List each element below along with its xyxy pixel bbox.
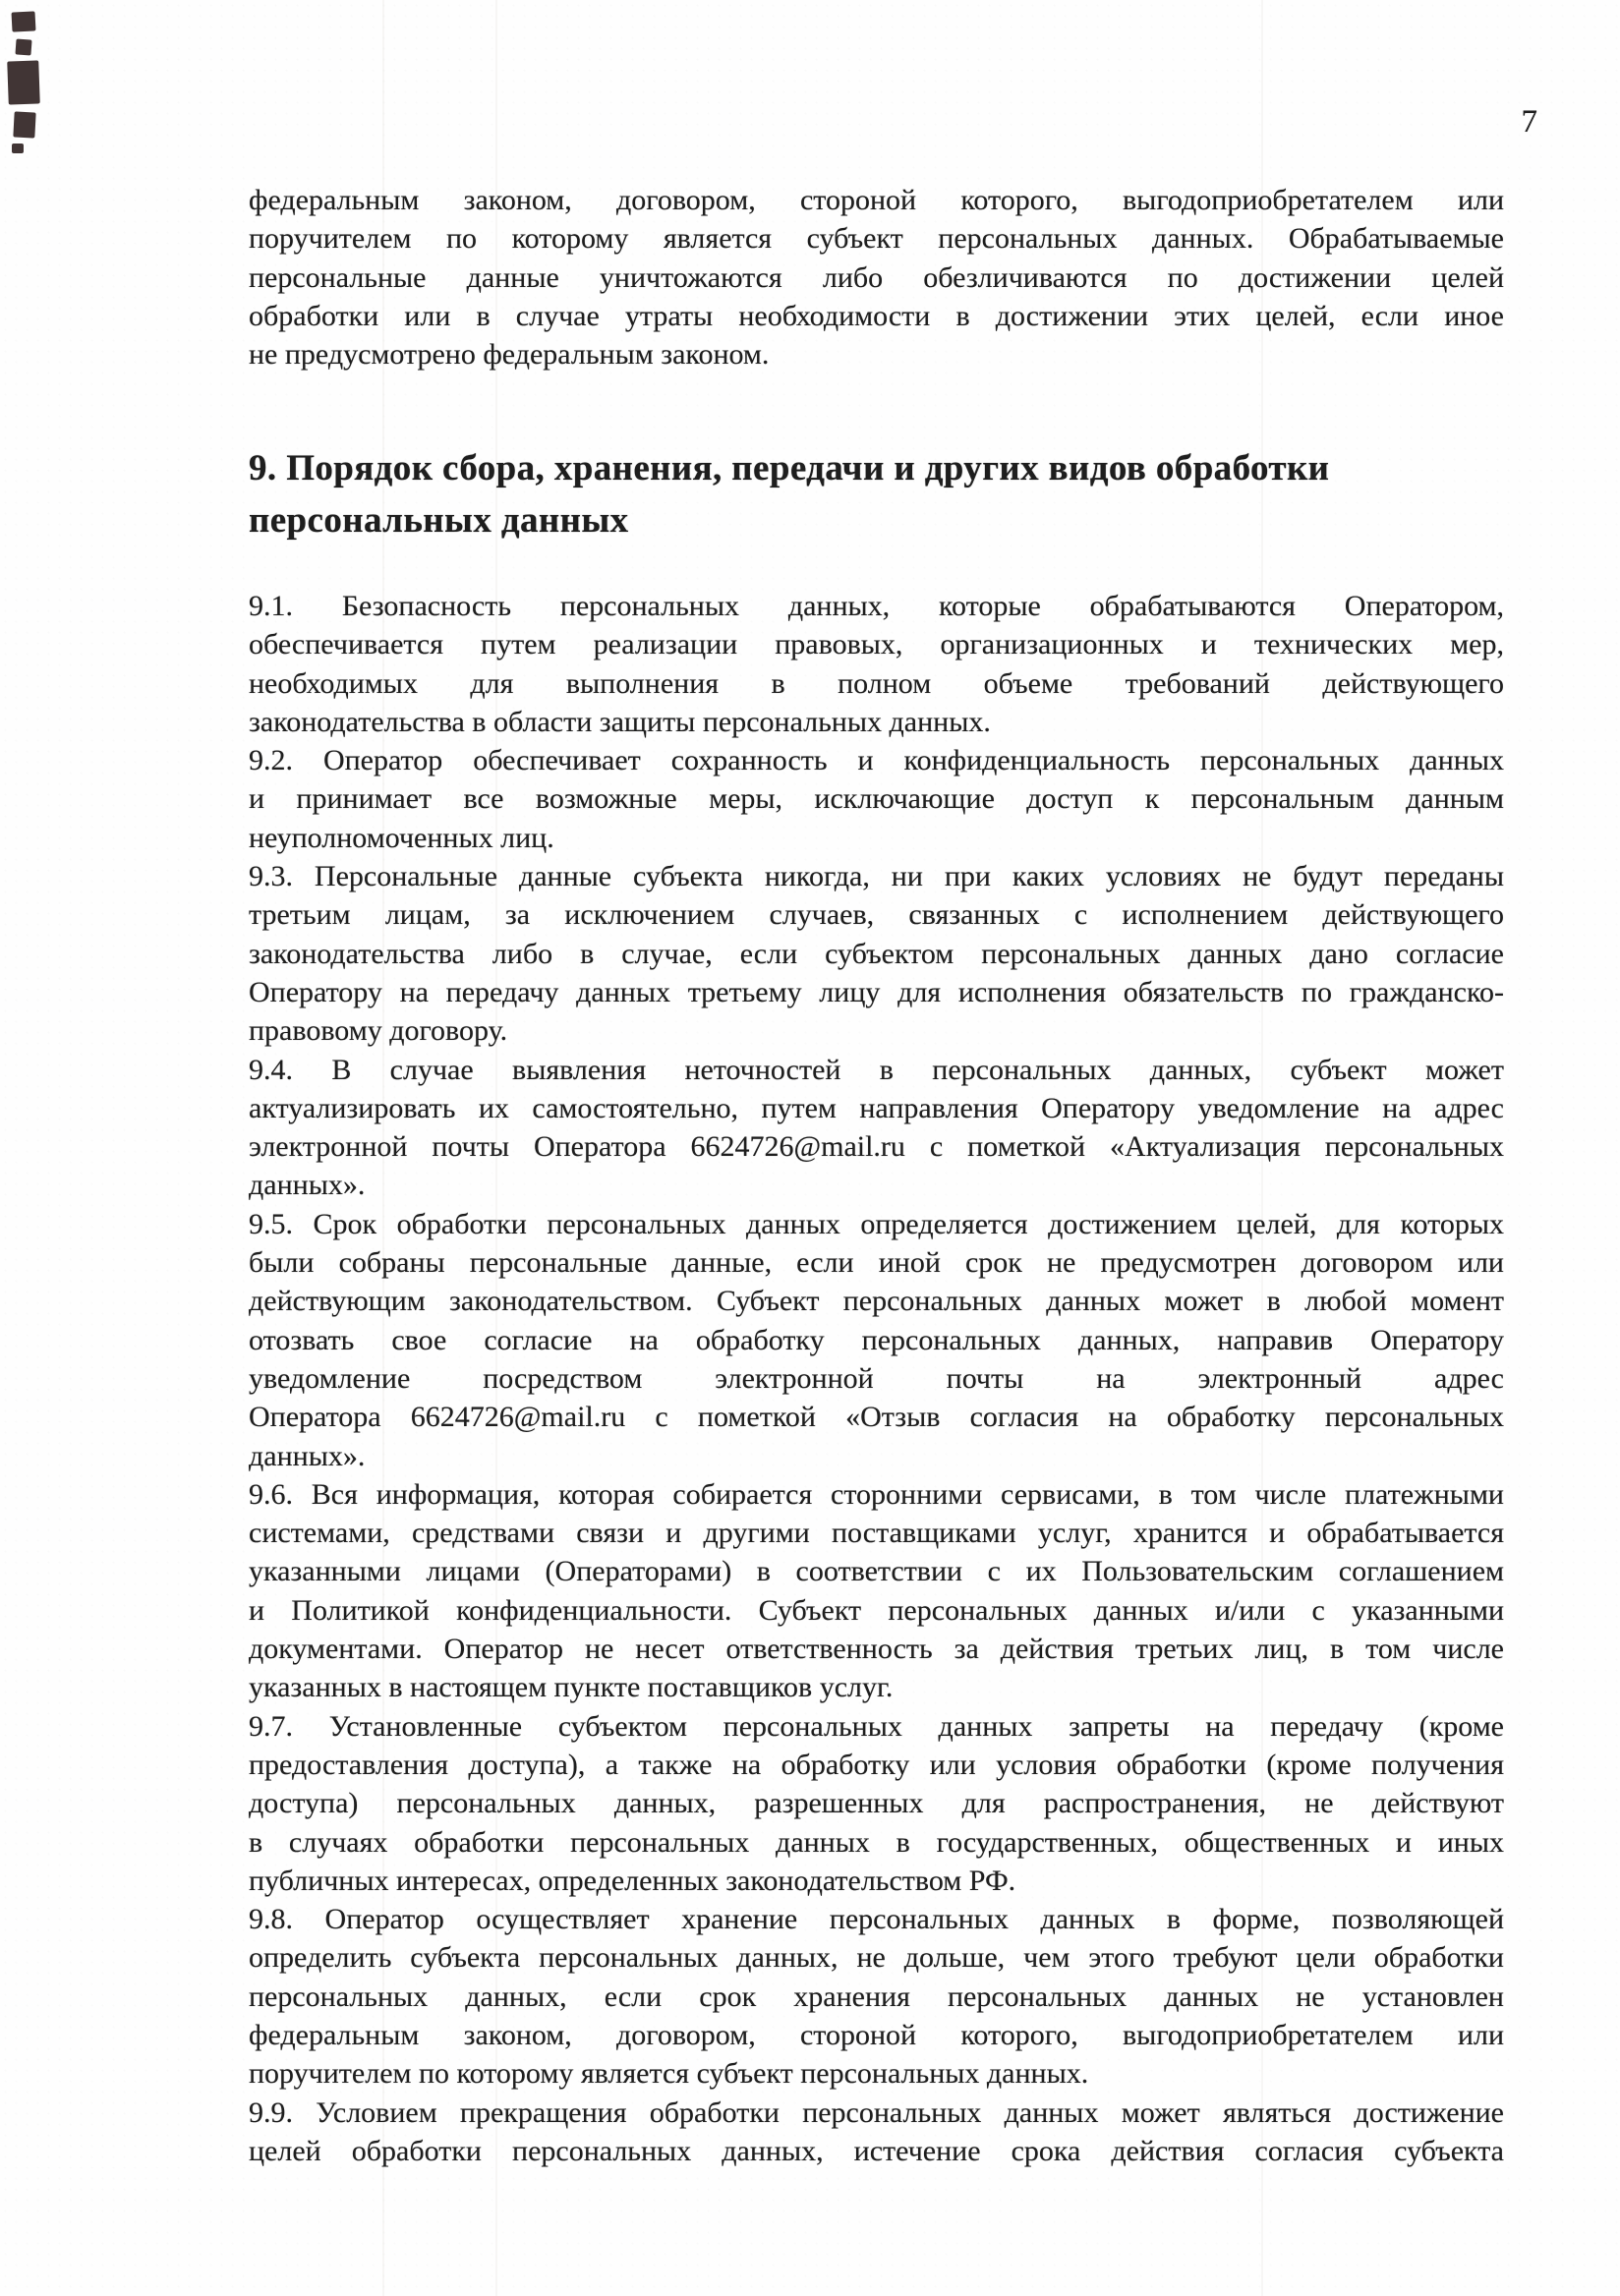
- scan-mark: [15, 38, 31, 55]
- text-line: системами, средствами связи и другими поставщиками услуг, хранится и обрабатывается: [249, 1517, 1504, 1550]
- text-line: определить субъекта персональных данных, не дольше, чем этого требуют цели обработки: [249, 1941, 1504, 1975]
- policy-sections: [249, 587, 1504, 2170]
- text-line: 9.8. Оператор осуществляет хранение персональных данных в форме, позволяющей: [249, 1903, 1504, 1936]
- text-line: федеральным законом, договором, стороной которого, выгодоприобретателем или: [249, 184, 1504, 216]
- text-line: 9.2. Оператор обеспечивает сохранность и конфиденциальность персональных данных: [249, 744, 1504, 777]
- text-line: электронной почты Оператора 6624726@mail.ru с пометкой «Актуализация персональных: [249, 1130, 1504, 1164]
- section-paragraph-9.4: [249, 1051, 1504, 1205]
- text-line: 9.1. Безопасность персональных данных, которые обрабатываются Оператором,: [249, 590, 1504, 622]
- section-paragraph-9.2: [249, 741, 1504, 857]
- text-line: обработки или в случае утраты необходимости в достижении этих целей, если иное: [249, 299, 1504, 332]
- text-line: не предусмотрено федеральным законом.: [249, 338, 770, 372]
- text-line: 9.3. Персональные данные субъекта никогда, ни при каких условиях не будут переданы: [249, 860, 1504, 893]
- section-paragraph-9.9: [249, 2094, 1504, 2171]
- section-paragraph-9.1: [249, 587, 1504, 741]
- text-line: 9.7. Установленные субъектом персональных данных запреты на передачу (кроме: [249, 1709, 1504, 1743]
- text-line: законодательства либо в случае, если субъектом персональных данных дано согласие: [249, 937, 1504, 970]
- text-line: 9. Порядок сбора, хранения, передачи и других видов обработки: [249, 448, 1330, 488]
- text-line: данных».: [249, 1169, 366, 1202]
- text-line: указанными лицами (Операторами) в соответствии с их Пользовательским соглашением: [249, 1555, 1504, 1588]
- scan-mark: [7, 60, 40, 104]
- text-line: и Политикой конфиденциальности. Субъект персональных данных и/или с указанными: [249, 1593, 1504, 1627]
- text-line: Оператору на передачу данных третьему лицу для исполнения обязательств по гражданско-: [249, 975, 1504, 1008]
- text-line: 9.5. Срок обработки персональных данных определяется достижением целей, для которых: [249, 1207, 1504, 1240]
- text-line: указанных в настоящем пункте поставщиков услуг.: [249, 1671, 894, 1704]
- text-line: данных».: [249, 1439, 366, 1472]
- scan-mark: [12, 144, 24, 153]
- text-line: были собраны персональные данные, если иной срок не предусмотрен договором или: [249, 1246, 1504, 1280]
- text-line: актуализировать их самостоятельно, путем направления Оператору уведомление на адрес: [249, 1091, 1504, 1124]
- section-paragraph-9.3: [249, 857, 1504, 1050]
- text-line: персональных данных: [249, 500, 629, 541]
- section-paragraph-9.5: [249, 1205, 1504, 1475]
- page-number: 7: [1521, 104, 1537, 140]
- text-line: 9.6. Вся информация, которая собирается сторонними сервисами, в том числе платежными: [249, 1477, 1504, 1511]
- text-line: публичных интересах, определенных законодательством РФ.: [249, 1864, 1016, 1897]
- text-line: обеспечивается путем реализации правовых, организационных и технических мер,: [249, 628, 1504, 661]
- text-line: уведомление посредством электронной почты на электронный адрес: [249, 1361, 1504, 1395]
- section-paragraph-9.6: [249, 1475, 1504, 1707]
- section-paragraph-9.8: [249, 1900, 1504, 2093]
- text-line: правовому договору.: [249, 1014, 508, 1048]
- text-line: Оператора 6624726@mail.ru с пометкой «Отзыв согласия на обработку персональных: [249, 1401, 1504, 1434]
- text-line: поручителем по которому является субъект персональных данных.: [249, 2057, 1089, 2091]
- text-line: поручителем по которому является субъект персональных данных. Обрабатываемые: [249, 222, 1504, 256]
- text-line: персональных данных, если срок хранения персональных данных не установлен: [249, 1980, 1504, 2013]
- text-line: доступа) персональных данных, разрешенных для распространения, не действуют: [249, 1787, 1504, 1820]
- text-line: документами. Оператор не несет ответственность за действия третьих лиц, в том числе: [249, 1633, 1504, 1666]
- section-paragraph-9.7: [249, 1707, 1504, 1900]
- text-line: необходимых для выполнения в полном объеме требований действующего: [249, 666, 1504, 700]
- text-line: законодательства в области защиты персональных данных.: [249, 705, 991, 738]
- text-line: неуполномоченных лиц.: [249, 821, 554, 854]
- text-line: действующим законодательством. Субъект персональных данных может в любой момент: [249, 1285, 1504, 1318]
- text-line: в случаях обработки персональных данных в государственных, общественных и иных: [249, 1825, 1504, 1859]
- text-line: предоставления доступа), а также на обработку или условия обработки (кроме получения: [249, 1748, 1504, 1781]
- text-line: персональные данные уничтожаются либо обезличиваются по достижении целей: [249, 260, 1504, 294]
- intro-paragraph: [249, 181, 1504, 373]
- scan-artifact-marks: [0, 0, 59, 197]
- text-line: 9.9. Условием прекращения обработки персональных данных может являться достижение: [249, 2095, 1504, 2129]
- text-line: федеральным законом, договором, стороной которого, выгодоприобретателем или: [249, 2018, 1504, 2051]
- scan-mark: [11, 11, 35, 31]
- text-line: целей обработки персональных данных, истечение срока действия согласия субъекта: [249, 2134, 1504, 2167]
- section-heading: [249, 442, 1546, 546]
- text-line: и принимает все возможные меры, исключающие доступ к персональным данным: [249, 782, 1504, 816]
- text-line: 9.4. В случае выявления неточностей в персональных данных, субъект может: [249, 1053, 1504, 1086]
- scan-mark: [13, 111, 35, 138]
- text-line: отозвать свое согласие на обработку персональных данных, направив Оператору: [249, 1323, 1504, 1356]
- text-line: третьим лицам, за исключением случаев, связанных с исполнением действующего: [249, 898, 1504, 932]
